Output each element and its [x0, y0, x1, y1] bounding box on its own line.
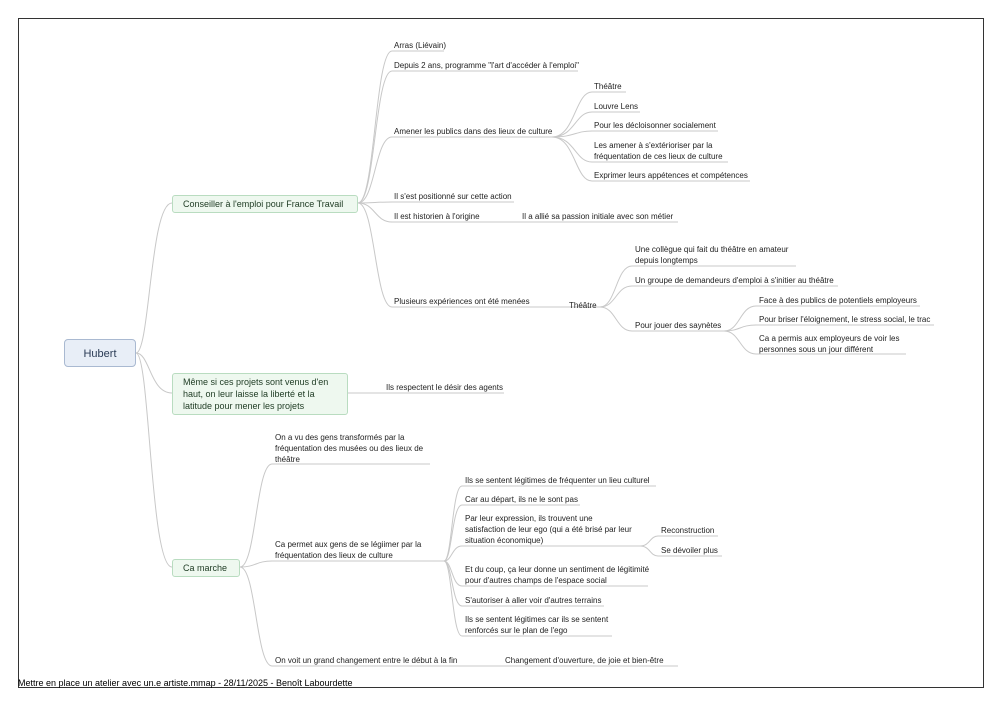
node-historien: Il est historien à l'origine	[394, 212, 480, 221]
node-depuis-2-ans: Depuis 2 ans, programme "l'art d'accéder à l'emploi"	[394, 61, 580, 70]
node-desir-agents: Ils respectent le désir des agents	[386, 383, 503, 392]
node-se-devoiler: Se dévoiler plus	[661, 546, 718, 555]
node-exterioriser: Les amener à s'extérioriser par la fréquentation de ces lieux de culture	[594, 141, 723, 161]
node-passion: Il a allié sa passion initiale avec son métier	[522, 212, 674, 221]
node-transformes: On a vu des gens transformés par la fréquentation des musées ou des lieux de théâtre	[275, 433, 424, 464]
node-legitimer: Ca permet aux gens de se légiimer par la fréquentation des lieux de culture	[275, 540, 422, 560]
node-theatre-2: Théâtre	[569, 301, 597, 310]
node-groupe: Un groupe de demandeurs d'emploi à s'initier au théâtre	[635, 276, 834, 285]
node-ouverture: Changement d'ouverture, de joie et bien-être	[505, 656, 664, 665]
node-face-publics: Face à des publics de potentiels employeurs	[759, 296, 917, 305]
branch-conseiller: Conseiller à l'emploi pour France Travail	[172, 195, 358, 213]
node-decloisonner: Pour les décloisonner socialement	[594, 121, 716, 130]
node-experiences: Plusieurs expériences ont été menées	[394, 297, 530, 306]
branch-ca-marche: Ca marche	[172, 559, 240, 577]
node-louvre-lens: Louvre Lens	[594, 102, 639, 111]
node-arras: Arras (Liévain)	[394, 41, 447, 50]
node-amener-publics: Amener les publics dans des lieux de culture	[394, 127, 553, 136]
node-reconstruction: Reconstruction	[661, 526, 715, 535]
node-positionne: Il s'est positionné sur cette action	[394, 192, 512, 201]
node-legitimes-lieu: Ils se sentent légitimes de fréquenter un lieu culturel	[465, 476, 650, 485]
node-expression: Par leur expression, ils trouvent une satisfaction de leur ego (qui a été brisé par leur situation économique)	[465, 514, 632, 545]
root-node: Hubert	[64, 339, 136, 367]
node-theatre-1: Théâtre	[594, 82, 622, 91]
node-autoriser: S'autoriser à aller voir d'autres terrains	[465, 596, 602, 605]
node-renforces: Ils se sentent légitimes car ils se sentent renforcés sur le plan de l'ego	[465, 615, 609, 635]
node-sentiment: Et du coup, ça leur donne un sentiment de légitimité pour d'autres champs de l'espace social	[465, 565, 650, 585]
node-saynetes: Pour jouer des saynètes	[635, 321, 722, 330]
node-au-depart: Car au départ, ils ne le sont pas	[465, 495, 578, 504]
node-employeurs: Ca a permis aux employeurs de voir les personnes sous un jour différent	[759, 334, 900, 354]
node-collegue: Une collègue qui fait du théâtre en amateur depuis longtemps	[635, 245, 789, 265]
branch-liberte: Même si ces projets sont venus d'en haut, on leur laisse la liberté et la latitude pour mener les projets	[172, 373, 348, 415]
node-briser: Pour briser l'éloignement, le stress social, le trac	[759, 315, 931, 324]
footer-caption: Mettre en place un atelier avec un.e artiste.mmap - 28/11/2025 - Benoît Labourdette	[18, 678, 353, 688]
node-appetences: Exprimer leurs appétences et compétences	[594, 171, 748, 180]
node-grand-changement: On voit un grand changement entre le début à la fin	[275, 656, 458, 665]
